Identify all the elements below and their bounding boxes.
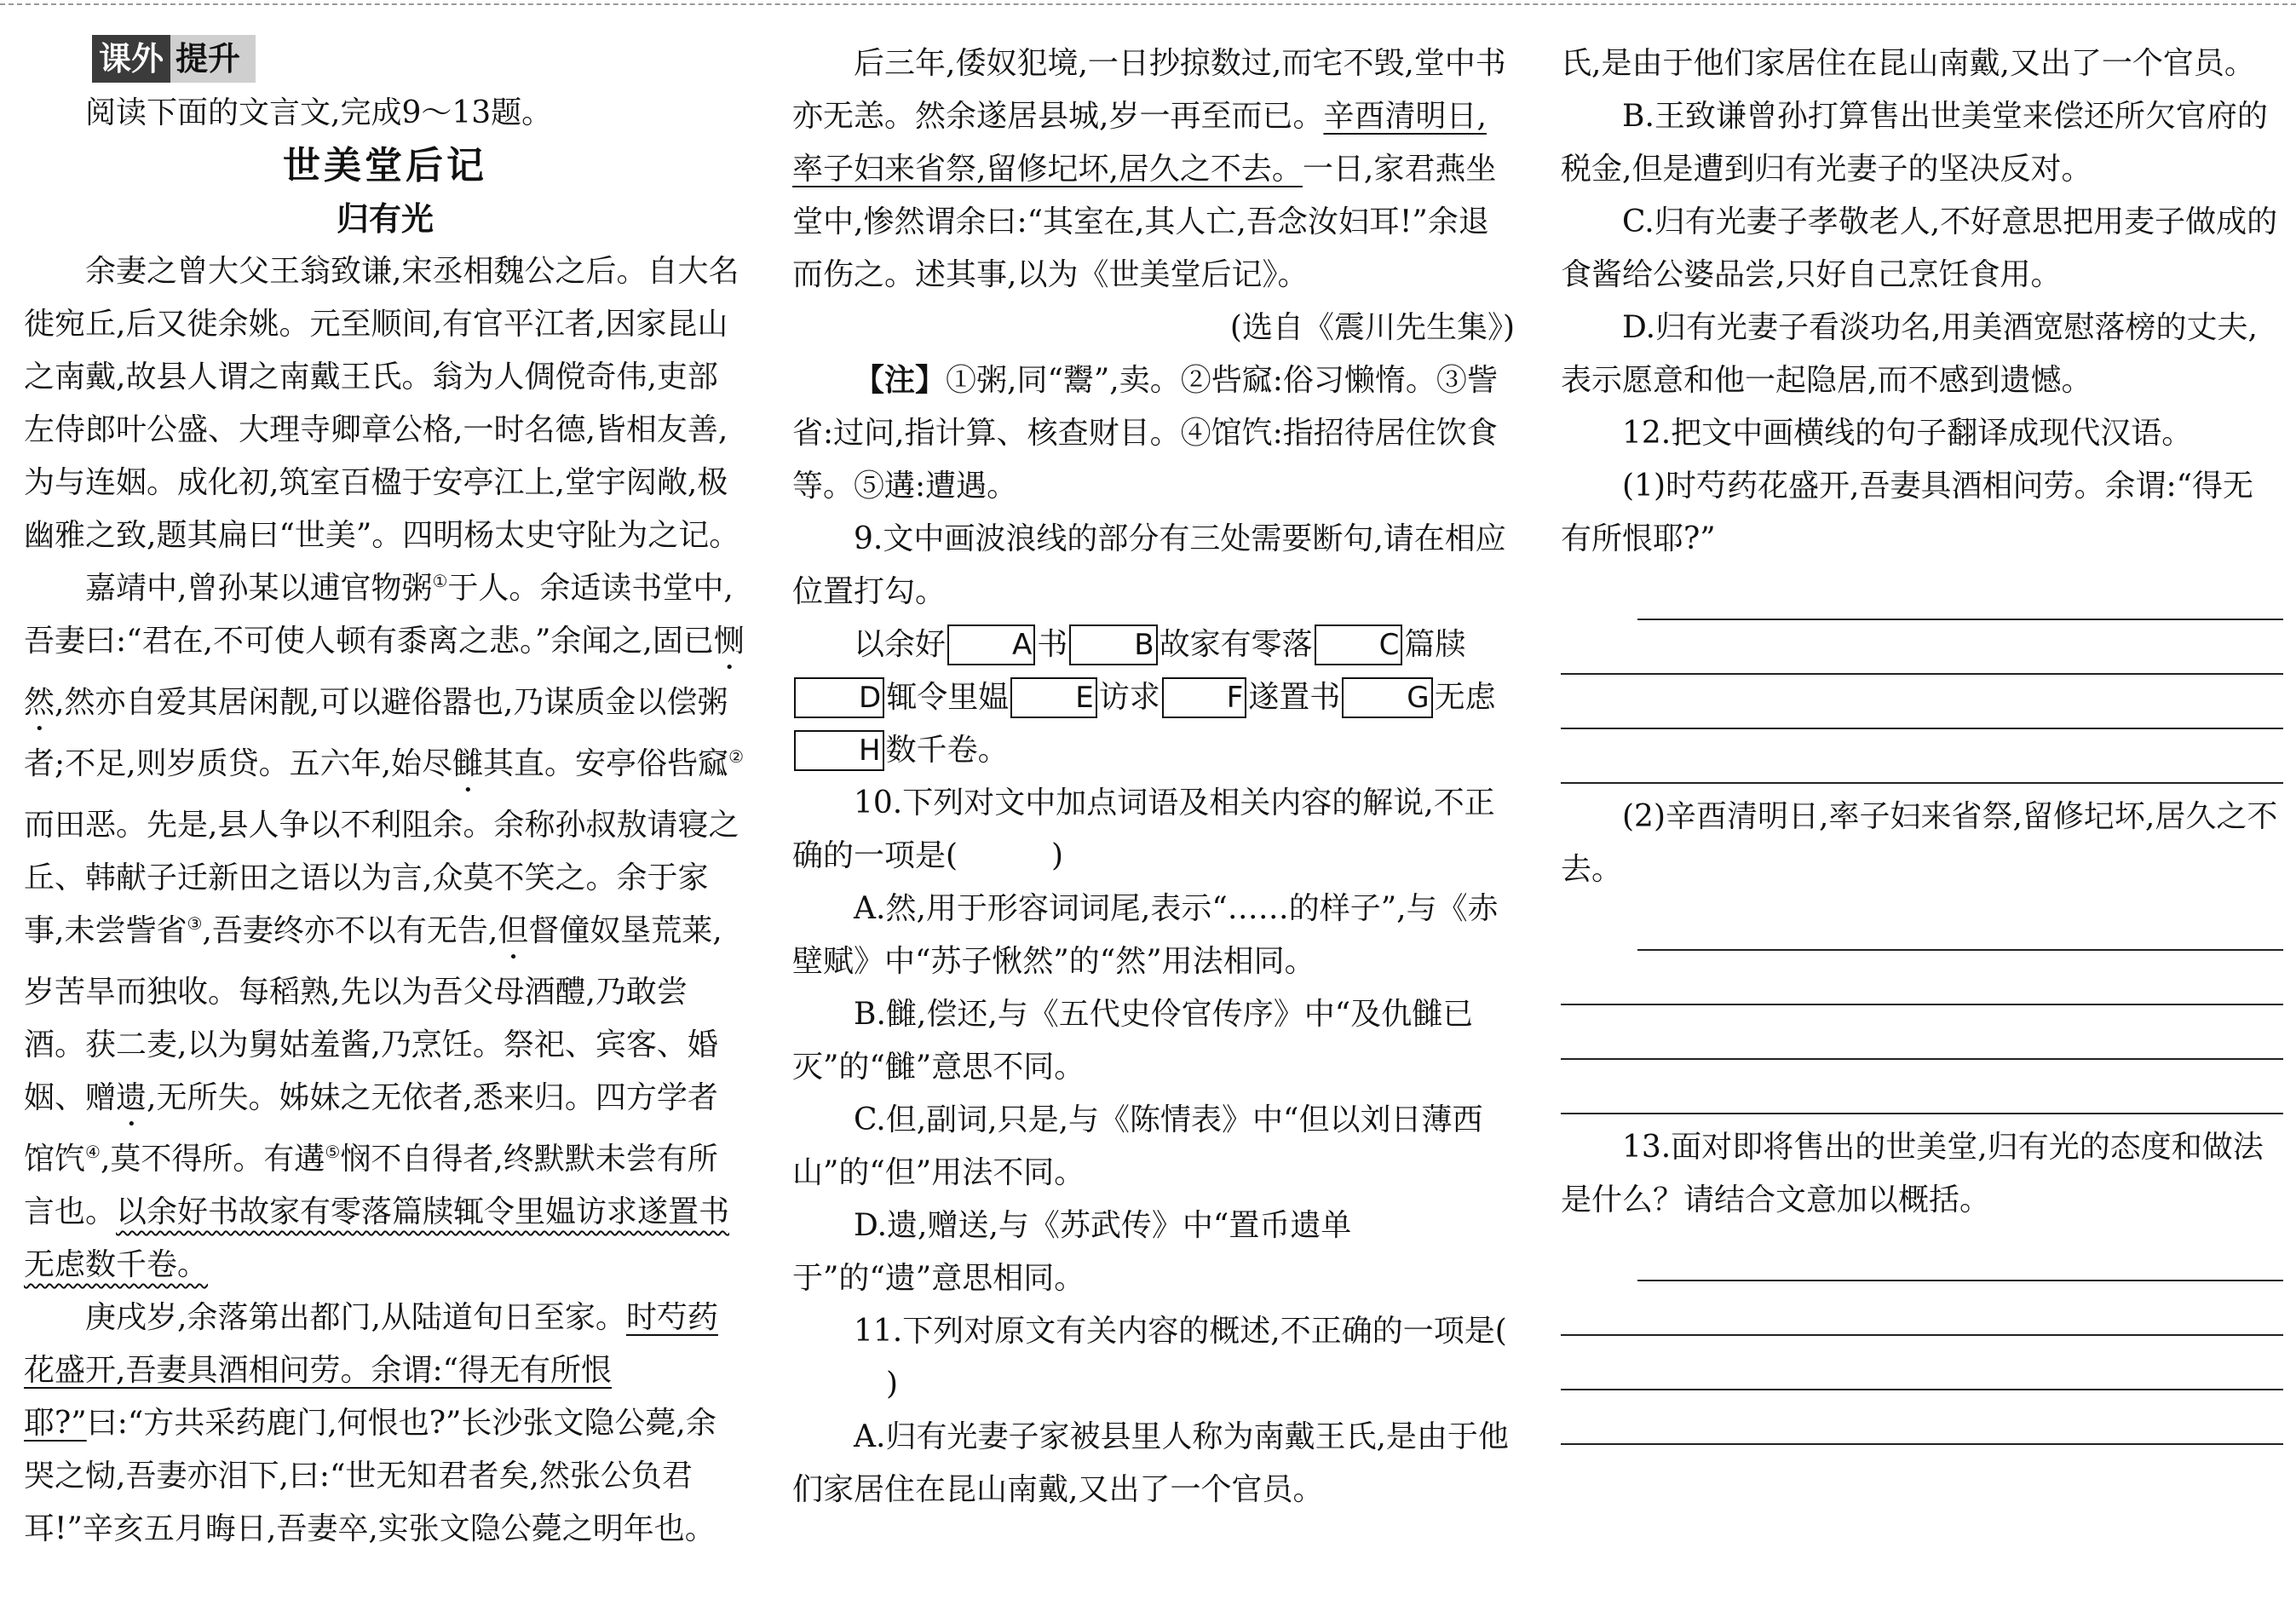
q10-option-c: C.但,副词,只是,与《陈情表》中“但以刘日薄西山”的“但”用法不同。: [792, 1102, 1483, 1190]
section-badge: 课外 提升: [92, 35, 256, 83]
question-13: 13.面对即将售出的世美堂,归有光的态度和做法是什么？请结合文意加以概括。: [1561, 1130, 2264, 1217]
q9-sentence-with-boxes: 以余好 A 书 B 故家有零落 C 篇牍D 辄令里媪 E 访求 F 遂置书 G 无虑H 数千卷。: [792, 619, 1515, 777]
dotted-word-chou: 雠: [452, 746, 484, 781]
top-dashed-rule: [0, 3, 2296, 5]
answer-line[interactable]: [1561, 1390, 2283, 1445]
question-12-part-1: (1)时芍药花盛开,吾妻具酒相问劳。余谓:“得无有所恨耶?”: [1561, 469, 2253, 556]
q10-option-b: B.雠,偿还,与《五代史伶官传序》中“及仇雠已灭”的“雠”意思不同。: [792, 997, 1474, 1085]
answer-line[interactable]: [1561, 1336, 2283, 1390]
instruction: 阅读下面的文言文,完成9～13题。: [85, 95, 553, 130]
answer-line[interactable]: [1561, 1060, 2283, 1114]
q10-option-d: D.遗,赠送,与《苏武传》中“置币遗单于”的“遗”意思相同。: [792, 1208, 1352, 1296]
underlined-sentence-1: 时芍药花盛开,吾妻具酒相问劳。余谓:“得无有所恨耶?”: [24, 1300, 718, 1441]
passage-paragraph-4: 后三年,倭奴犯境,一日抄掠数过,而宅不毁,堂中书亦无恙。然余遂居县城,岁一再至而已。辛酉清明日,率子妇来省祭,留修圮坏,居久之不去。一日,家君燕坐堂中,惨然谓余曰:“其室在,其人亡,吾念汝妇耳!”余退而伤之。述其事,以为《世美堂后记》。: [792, 46, 1506, 292]
column-1: [24, 34, 746, 1556]
column-3: [1561, 37, 2283, 1445]
passage-paragraph-3: 庚戌岁,余落第出都门,从陆道旬日至家。时芍药花盛开,吾妻具酒相问劳。余谓:“得无有所恨耶?”曰:“方共采药鹿门,何恨也?”长沙张文隐公薨,余哭之恸,吾妻亦泪下,曰:“世无知君者矣,然张公负君耳!”辛亥五月晦日,吾妻卒,实张文隐公薨之明年也。: [24, 1300, 718, 1546]
q11-option-d: D.归有光妻子看淡功名,用美酒宽慰落榜的丈夫,表示愿意和他一起隐居,而不感到遗憾。: [1561, 310, 2258, 398]
answer-line[interactable]: [1561, 729, 2283, 784]
dotted-word-wei: 遗: [116, 1080, 147, 1115]
answer-line[interactable]: [1561, 675, 2283, 729]
break-box-c[interactable]: C: [1315, 624, 1403, 665]
q11-option-b: B.王致谦曾孙打算售出世美堂来偿还所欠官府的税金,但是遭到归有光妻子的坚决反对。: [1561, 99, 2268, 187]
answer-line[interactable]: [1637, 566, 2283, 620]
break-box-e[interactable]: E: [1010, 677, 1096, 718]
passage-notes: 【注】①粥,同“鬻”,卖。②呰窳:俗习懒惰。③訾省:过问,指计算、核查财目。④馆饩:指招待居住饮食等。⑤遘:遭遇。: [792, 363, 1498, 504]
q10-option-a: A.然,用于形容词词尾,表示“……的样子”,与《赤壁赋》中“苏子愀然”的“然”用法相同。: [792, 891, 1499, 979]
dotted-word-dan: 但: [498, 913, 529, 948]
question-10: 10.下列对文中加点词语及相关内容的解说,不正确的一项是( ): [792, 786, 1495, 873]
question-12-part-2: (2)辛酉清明日,率子妇来省祭,留修圮坏,居久之不去。: [1561, 799, 2278, 887]
underlined-sentence-2: 辛酉清明日,率子妇来省祭,留修圮坏,居久之不去。: [792, 99, 1487, 187]
answer-line[interactable]: [1561, 620, 2283, 675]
break-box-f[interactable]: F: [1162, 677, 1247, 718]
answer-line[interactable]: [1637, 896, 2283, 951]
q11-option-a-continued: 氏,是由于他们家居住在昆山南戴,又出了一个官员。: [1561, 46, 2255, 81]
wavy-underlined-sentence: 以余好书故家有零落篇牍辄令里媪访求遂置书无虑数千卷。: [24, 1194, 730, 1282]
q11-option-c: C.归有光妻子孝敬老人,不好意思把用麦子做成的食酱给公婆品尝,只好自己烹饪食用。: [1561, 204, 2278, 292]
answer-line[interactable]: [1561, 1005, 2283, 1060]
break-box-d[interactable]: D: [794, 677, 884, 718]
break-box-a[interactable]: A: [947, 624, 1035, 665]
answer-line[interactable]: [1637, 1227, 2283, 1281]
question-9: 9.文中画波浪线的部分有三处需要断句,请在相应位置打勾。: [792, 521, 1506, 609]
column-2: [792, 37, 1515, 1507]
dotted-word-ran: 恻然: [24, 624, 745, 720]
break-box-b[interactable]: B: [1069, 624, 1157, 665]
passage-source: (选自《震川先生集》): [1229, 310, 1515, 345]
answer-line[interactable]: [1561, 1281, 2283, 1336]
question-12: 12.把文中画横线的句子翻译成现代汉语。: [1622, 416, 2193, 451]
passage-paragraph-2: 嘉靖中,曾孙某以逋官物粥①于人。余适读书堂中,吾妻曰:“君在,不可使人顿有黍离之悲。”余闻之,固已恻然,然亦自爱其居闲靓,可以避俗嚣也,乃谋质金以偿粥者;不足,则岁质贷。五六年,始尽雠其直。安亭俗呰窳②而田恶。先是,县人争以不利阻余。余称孙叔敖请寝之丘、韩献子迁新田之语以为言,众莫不笑之。余于家事,未尝訾省③,吾妻终亦不以有无告,但督僮奴垦荒莱,岁苦旱而独收。每稻熟,先以为吾父母酒醴,乃敢尝酒。获二麦,以为舅姑羞酱,乃烹饪。祭祀、宾客、婚姻、赠遗,无所失。姊妹之无依者,悉来归。四方学者馆饩④,莫不得所。有遘⑤悯不自得者,终默默未尝有所言也。以余好书故家有零落篇牍辄令里媪访求遂置书无虑数千卷。: [24, 571, 745, 1282]
break-box-h[interactable]: H: [794, 730, 884, 771]
passage-title: 世美堂后记: [283, 144, 487, 187]
answer-line[interactable]: [1561, 951, 2283, 1005]
passage-author: 归有光: [336, 200, 434, 238]
passage-paragraph-1: 余妻之曾大父王翁致谦,宋丞相魏公之后。自大名徙宛丘,后又徙余姚。元至顺间,有官平江者,因家昆山之南戴,故县人谓之南戴王氏。翁为人倜傥奇伟,吏部左侍郎叶公盛、大理寺卿章公格,一时名德,皆相友善,为与连姻。成化初,筑室百楹于安亭江上,堂宇闳敞,极幽雅之致,题其扁曰“世美”。四明杨太史守阯为之记。: [24, 254, 740, 553]
question-11: 11.下列对原文有关内容的概述,不正确的一项是(): [854, 1314, 1507, 1401]
break-box-g[interactable]: G: [1342, 677, 1432, 718]
q11-option-a: A.归有光妻子家被县里人称为南戴王氏,是由于他们家居住在昆山南戴,又出了一个官员。: [792, 1419, 1509, 1507]
